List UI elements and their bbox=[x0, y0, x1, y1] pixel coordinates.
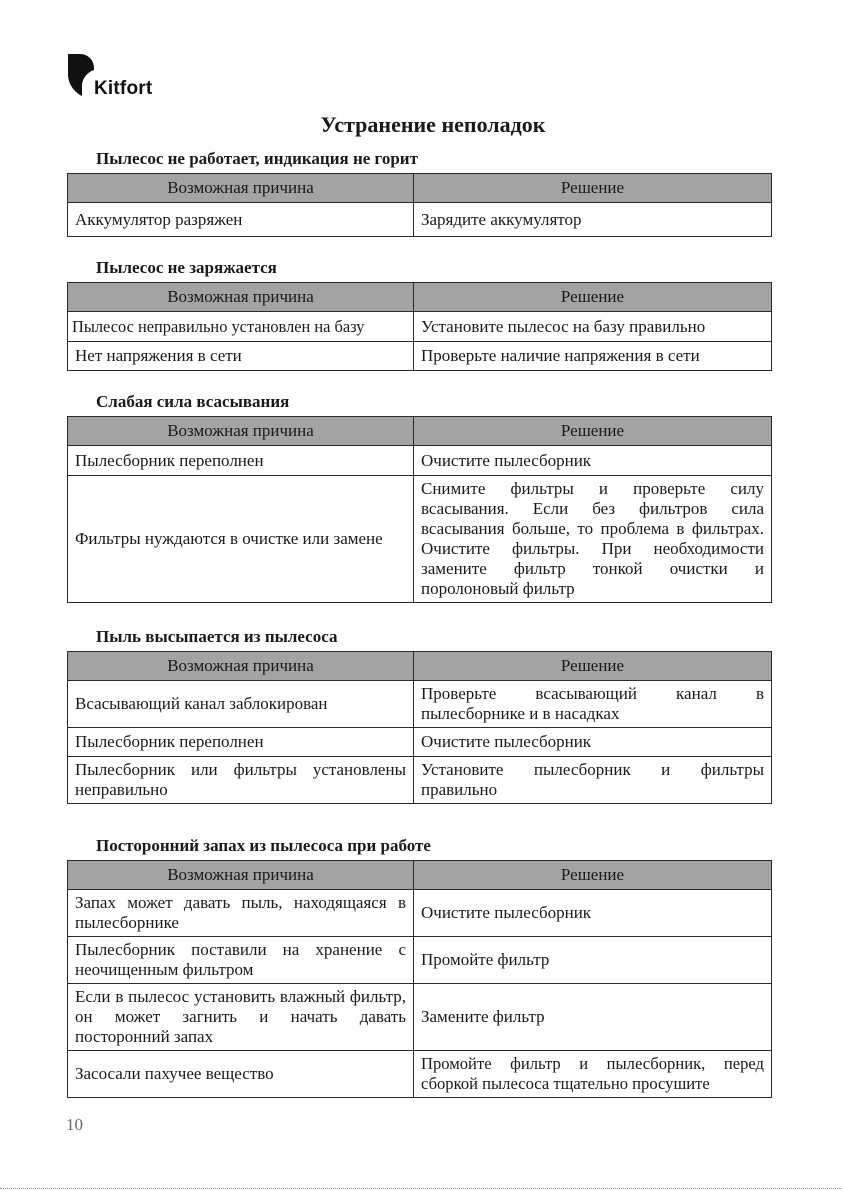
troubleshooting-table bbox=[67, 282, 772, 371]
header-solution: Решение bbox=[414, 417, 772, 446]
page-bottom-rule bbox=[0, 1188, 842, 1189]
troubleshooting-table bbox=[67, 860, 772, 1098]
table-header-row bbox=[68, 283, 772, 312]
cause-cell: Засосали пахучее вещество bbox=[68, 1051, 414, 1098]
table-row bbox=[68, 728, 772, 757]
header-solution: Решение bbox=[414, 652, 772, 681]
solution-cell: Установите пылесос на базу правильно bbox=[414, 312, 772, 342]
solution-cell: Установите пылесборник и фильтры правильно bbox=[414, 757, 772, 804]
table-row bbox=[68, 681, 772, 728]
solution-cell: Промойте фильтр и пылесборник, перед сборкой пылесоса тщательно просушите bbox=[414, 1051, 772, 1098]
solution-cell: Очистите пылесборник bbox=[414, 890, 772, 937]
solution-cell: Замените фильтр bbox=[414, 984, 772, 1051]
table-header-row bbox=[68, 174, 772, 203]
solution-cell: Промойте фильтр bbox=[414, 937, 772, 984]
header-cause: Возможная причина bbox=[68, 174, 414, 203]
table-row bbox=[68, 984, 772, 1051]
table-row bbox=[68, 757, 772, 804]
header-cause: Возможная причина bbox=[68, 652, 414, 681]
header-cause: Возможная причина bbox=[68, 283, 414, 312]
cause-cell: Фильтры нуждаются в очистке или замене bbox=[68, 476, 414, 603]
table-row bbox=[68, 937, 772, 984]
table-row bbox=[68, 476, 772, 603]
solution-cell: Зарядите аккумулятор bbox=[414, 203, 772, 237]
table-header-row bbox=[68, 861, 772, 890]
troubleshooting-table bbox=[67, 173, 772, 237]
solution-cell: Очистите пылесборник bbox=[414, 728, 772, 757]
troubleshooting-table bbox=[67, 651, 772, 804]
section-title: Пыль высыпается из пылесоса bbox=[96, 627, 338, 646]
table-header-row bbox=[68, 652, 772, 681]
table-row bbox=[68, 203, 772, 237]
brand-name: Kitfort bbox=[94, 78, 153, 99]
cause-cell: Пылесборник переполнен bbox=[68, 728, 414, 757]
solution-cell: Проверьте всасывающий канал в пылесборнике и в насадках bbox=[414, 681, 772, 728]
table-row bbox=[68, 446, 772, 476]
header-cause: Возможная причина bbox=[68, 861, 414, 890]
cause-cell: Пылесборник или фильтры установлены неправильно bbox=[68, 757, 414, 804]
table-row bbox=[68, 342, 772, 371]
section-title: Посторонний запах из пылесоса при работе bbox=[96, 836, 431, 855]
table-row bbox=[68, 1051, 772, 1098]
table-row bbox=[68, 312, 772, 342]
header-solution: Решение bbox=[414, 283, 772, 312]
section-title: Слабая сила всасывания bbox=[96, 392, 290, 411]
page-title: Устранение неполадок bbox=[320, 112, 546, 137]
cause-cell: Пылесборник поставили на хранение с неочищенным фильтром bbox=[68, 937, 414, 984]
cause-cell: Пылесос неправильно установлен на базу bbox=[68, 312, 414, 342]
page-number: 10 bbox=[66, 1115, 83, 1134]
cause-cell: Аккумулятор разряжен bbox=[68, 203, 414, 237]
section-title: Пылесос не заряжается bbox=[96, 258, 277, 277]
cause-cell: Всасывающий канал заблокирован bbox=[68, 681, 414, 728]
cause-cell: Запах может давать пыль, находящаяся в пылесборнике bbox=[68, 890, 414, 937]
kitfort-logo-icon bbox=[66, 52, 96, 98]
solution-cell: Проверьте наличие напряжения в сети bbox=[414, 342, 772, 371]
solution-cell: Очистите пылесборник bbox=[414, 446, 772, 476]
header-solution: Решение bbox=[414, 174, 772, 203]
solution-cell: Снимите фильтры и проверьте силу всасывания. Если без фильтров сила всасывания больше, то проблема в фильтрах. Очистите фильтры. При необходимости замените фильтр тонкой очистки и поролоновый фильтр bbox=[414, 476, 772, 603]
header-cause: Возможная причина bbox=[68, 417, 414, 446]
cause-cell: Нет напряжения в сети bbox=[68, 342, 414, 371]
table-row bbox=[68, 890, 772, 937]
table-header-row bbox=[68, 417, 772, 446]
cause-cell: Пылесборник переполнен bbox=[68, 446, 414, 476]
cause-cell: Если в пылесос установить влажный фильтр, он может загнить и начать давать посторонний запах bbox=[68, 984, 414, 1051]
section-title: Пылесос не работает, индикация не горит bbox=[96, 149, 418, 168]
header-solution: Решение bbox=[414, 861, 772, 890]
troubleshooting-table bbox=[67, 416, 772, 603]
brand-logo bbox=[66, 52, 176, 102]
